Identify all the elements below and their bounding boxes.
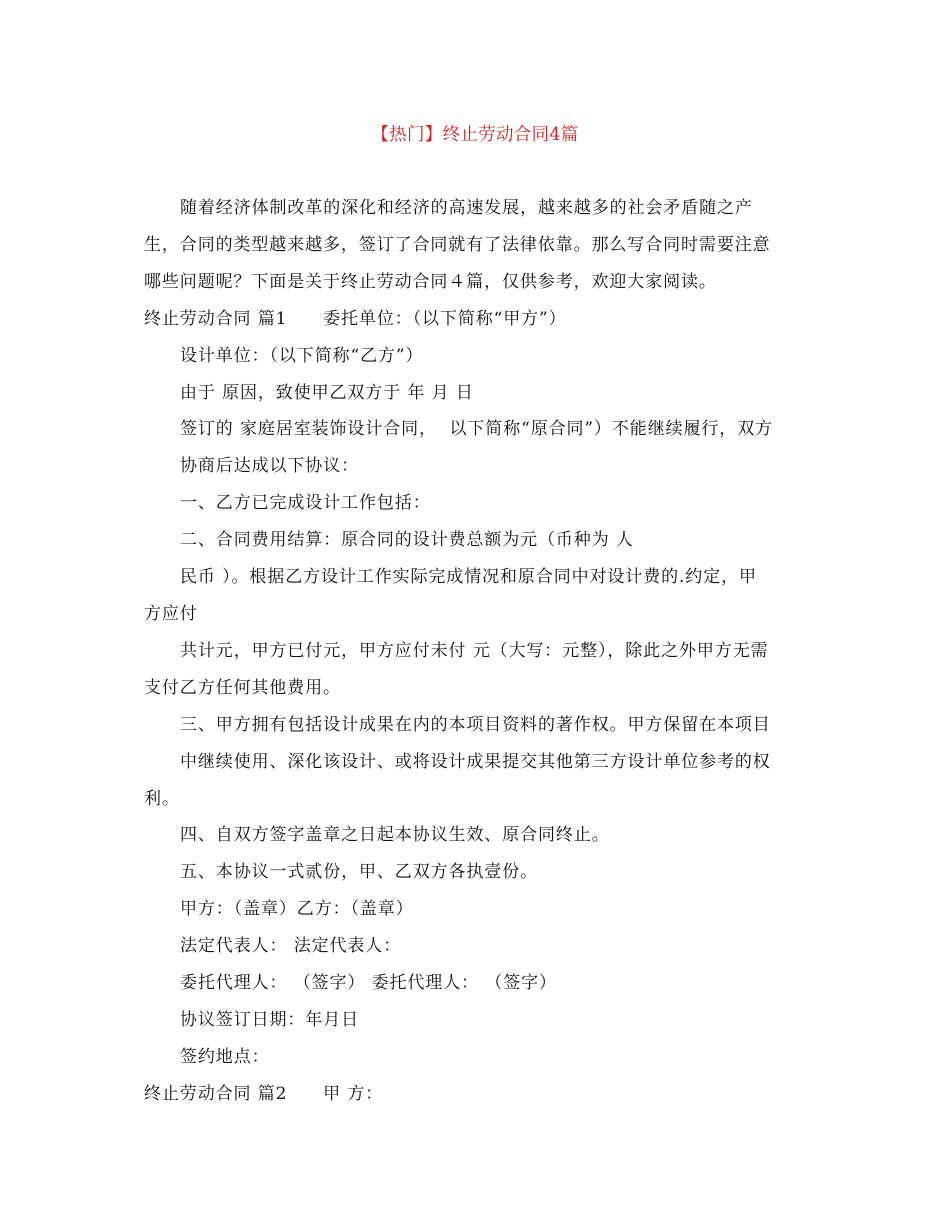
- document-body: [144, 190, 804, 1113]
- text-line: 协议签订日期：年月日: [180, 1009, 359, 1030]
- text-line: 设计单位：（以下简称“乙方”）: [180, 345, 424, 366]
- text-line: 签订的 家庭居室装饰设计合同， 以下简称“原合同”）不能继续履行，双方: [180, 419, 773, 440]
- text-line: 四、自双方签字盖章之日起本协议生效、原合同终止。: [180, 825, 610, 846]
- text-line: 终止劳动合同 篇2 甲 方：: [144, 1083, 384, 1104]
- text-line: 一、乙方已完成设计工作包括：: [180, 493, 431, 514]
- text-line: 甲方：（盖章）乙方：（盖章）: [180, 899, 414, 920]
- text-line: 由于 原因，致使甲乙双方于 年 月 日: [180, 382, 474, 403]
- text-line: 二、合同费用结算：原合同的设计费总额为元（币种为 人: [180, 530, 634, 551]
- text-line: 方应付: [144, 603, 198, 624]
- text-line: 生，合同的类型越来越多，签订了合同就有了法律依靠。那么写合同时需要注意: [144, 234, 771, 255]
- text-line: 签约地点：: [180, 1046, 270, 1067]
- text-line: 委托代理人： （签字） 委托代理人： （签字）: [180, 973, 557, 994]
- text-line: 终止劳动合同 篇1 委托单位：（以下简称“甲方”）: [144, 308, 567, 329]
- text-line: 中继续使用、深化该设计、或将设计成果提交其他第三方设计单位参考的权: [180, 751, 771, 772]
- text-line: 共计元，甲方已付元，甲方应付未付 元（大写：元整），除此之外甲方无需: [180, 640, 769, 661]
- text-line: 哪些问题呢？下面是关于终止劳动合同４篇，仅供参考，欢迎大家阅读。: [144, 271, 717, 292]
- text-line: 利。: [144, 788, 180, 809]
- text-line: 随着经济体制改革的深化和经济的高速发展，越来越多的社会矛盾随之产: [180, 198, 753, 218]
- text-line: 协商后达成以下协议：: [180, 456, 359, 477]
- document-title: 【热门】终止劳动合同4篇: [371, 125, 579, 145]
- text-line: 支付乙方任何其他费用。: [144, 677, 341, 698]
- text-line: 法定代表人： 法定代表人：: [180, 936, 402, 957]
- text-line: 五、本协议一式贰份，甲、乙双方各执壹份。: [180, 862, 538, 883]
- text-line: 三、甲方拥有包括设计成果在内的本项目资料的著作权。甲方保留在本项目: [180, 714, 771, 735]
- text-line: 民币 ）。根据乙方设计工作实际完成情况和原合同中对设计费的.约定，甲: [180, 567, 757, 588]
